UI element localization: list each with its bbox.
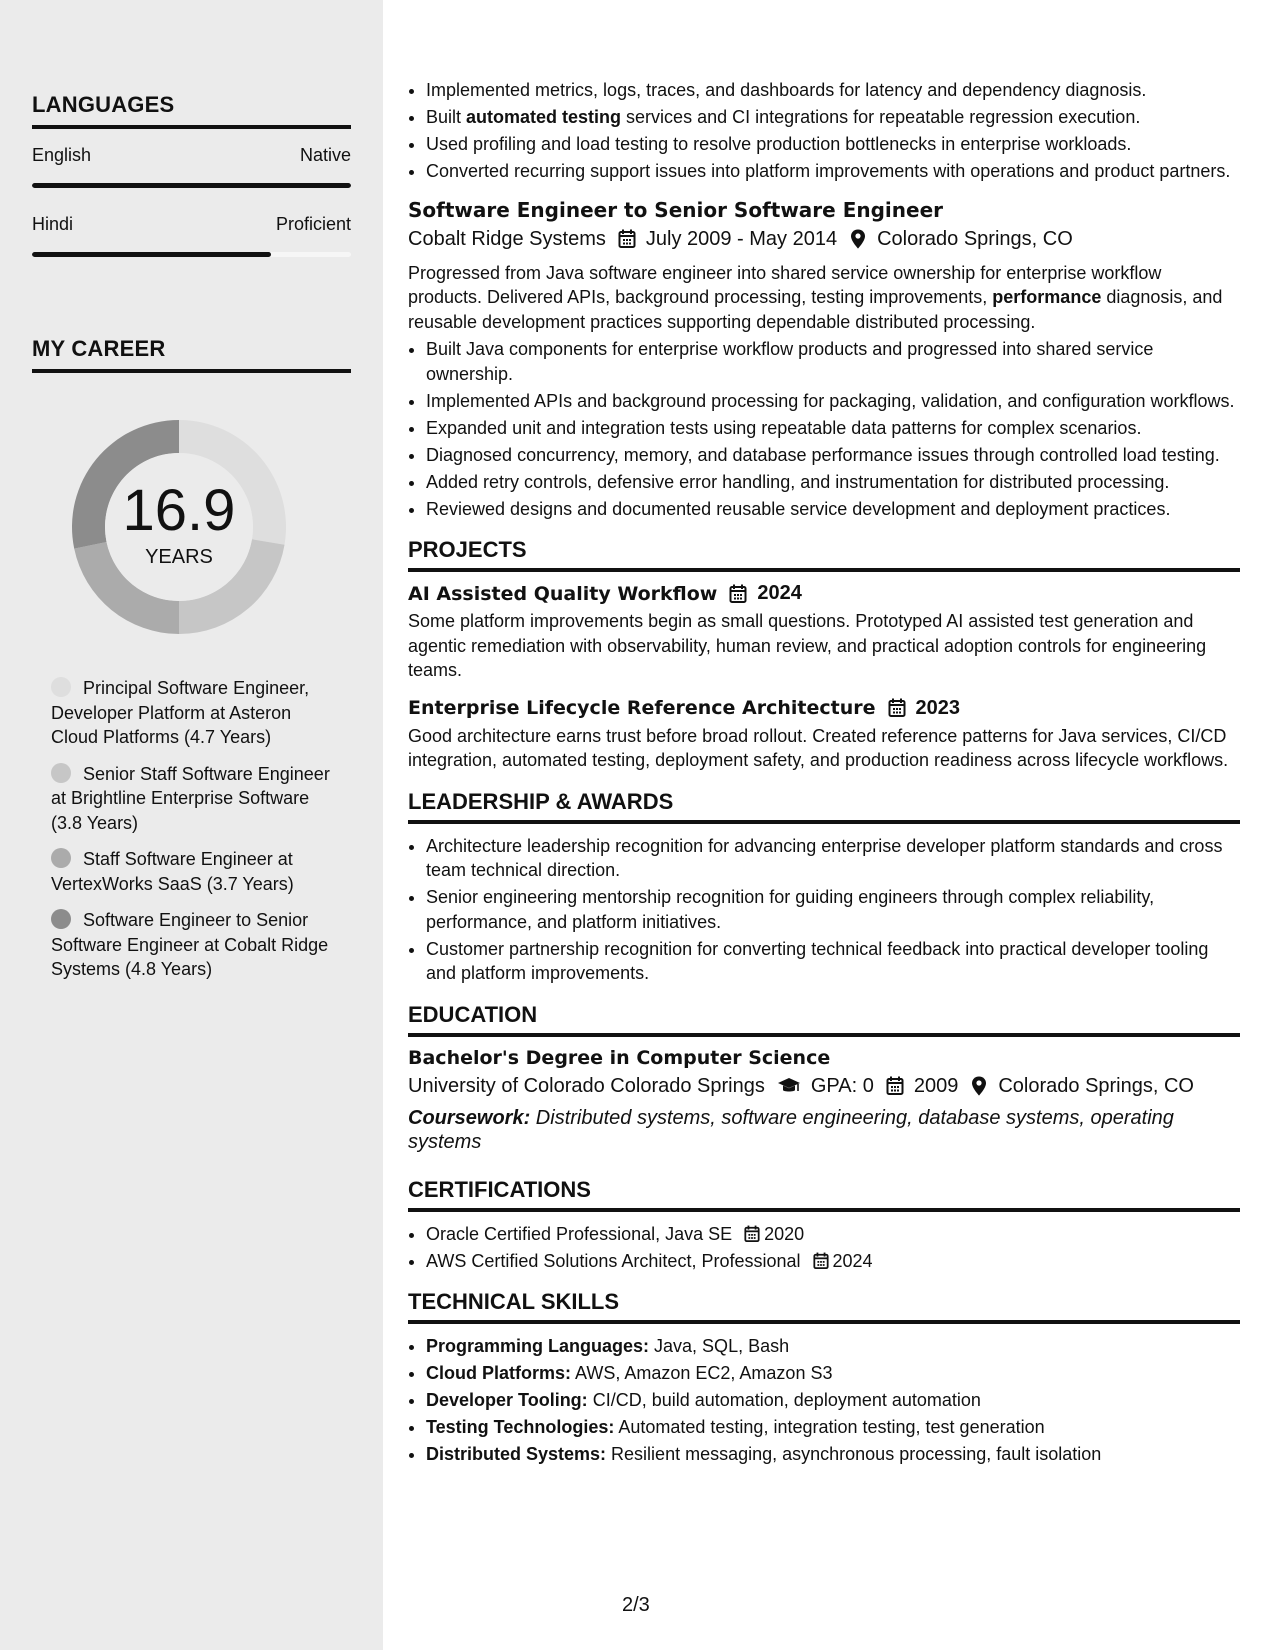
project-name: Enterprise Lifecycle Reference Architecture (408, 697, 876, 719)
list-item: • Reviewed designs and documented reusable service development and deployment practices. (426, 497, 1240, 522)
legend-label: Principal Software Engineer, Developer Platform at Asteron Cloud Platforms (4.7 Years) (51, 678, 310, 747)
projects-heading: PROJECTS (408, 537, 1240, 572)
project-name: AI Assisted Quality Workflow (408, 582, 718, 605)
skill-category: Distributed Systems: (426, 1444, 607, 1464)
calendar-icon (744, 1225, 760, 1243)
legend-item (51, 762, 331, 836)
legend-dot-icon (51, 848, 71, 868)
skills-list (408, 1334, 1240, 1467)
coursework (408, 1106, 1240, 1155)
legend-dot-icon (51, 763, 71, 783)
certification-name: • Oracle Certified Professional, Java SE (426, 1223, 733, 1244)
legend-dot-icon (51, 677, 71, 697)
certification-list (408, 1222, 1240, 1274)
project-title (408, 697, 1240, 720)
summary-text: diagnosis, and reusable development practices supporting dependable distributed processing. (408, 287, 1223, 332)
legend-item (51, 676, 331, 750)
language-level: Native (299, 145, 351, 165)
list-item: • Implemented metrics, logs, traces, and dashboards for latency and dependency diagnosis. (426, 78, 1240, 103)
legend-item (51, 908, 331, 982)
legend-label: Staff Software Engineer at VertexWorks SaaS (3.7 Years) (51, 849, 294, 894)
previous-job-bullets (408, 78, 1240, 184)
list-item (426, 1249, 1240, 1274)
skill-category: Developer Tooling: (426, 1390, 588, 1410)
languages-heading: LANGUAGES (32, 92, 351, 129)
job-meta (408, 228, 1240, 251)
job-bullets (408, 337, 1240, 521)
certification-name: • AWS Certified Solutions Architect, Professional (426, 1250, 801, 1271)
list-item: • Expanded unit and integration tests using repeatable data patterns for complex scenarios. (426, 416, 1240, 441)
skill-category: Cloud Platforms: (426, 1363, 572, 1383)
project-title (408, 582, 1240, 605)
calendar-icon (813, 1252, 829, 1270)
list-item (426, 1415, 1240, 1440)
job-dates: July 2009 - May 2014 (645, 227, 838, 250)
education-location: Colorado Springs, CO (998, 1074, 1194, 1097)
calendar-icon (729, 584, 747, 604)
coursework-label: Coursework: (408, 1106, 531, 1129)
list-item (426, 1388, 1240, 1413)
degree-title: Bachelor's Degree in Computer Science (408, 1046, 831, 1069)
job-title: Software Engineer to Senior Software Engineer (408, 197, 943, 222)
coursework-text: Distributed systems, software engineering, database systems, operating systems (408, 1106, 1174, 1153)
summary-text: Progressed from Java software engineer into shared service ownership for enterprise workflow products. Delivered APIs, background processing, testing improvements, (408, 262, 1162, 307)
project-description: Good architecture earns trust before broad rollout. Created reference patterns for Java services, CI/CD integration, automated testing, deployment safety, and production readiness across lifecycle workflows. (408, 725, 1229, 770)
legend-label: Software Engineer to Senior Software Engineer at Cobalt Ridge Systems (4.8 Years) (51, 910, 329, 979)
career-heading: MY CAREER (32, 336, 351, 373)
company-name: Cobalt Ridge Systems (408, 227, 606, 250)
skill-category: Programming Languages: (426, 1336, 650, 1356)
language-bar-fill (32, 183, 351, 188)
list-item (426, 1361, 1240, 1386)
location-pin-icon (970, 1076, 988, 1096)
job-location: Colorado Springs, CO (877, 227, 1073, 250)
school-name: University of Colorado Colorado Springs (408, 1074, 765, 1097)
language-bar-fill (32, 252, 271, 257)
list-item: • Architecture leadership recognition for advancing enterprise developer platform standards and cross team technical direction. (426, 834, 1240, 883)
bullet-bold: automated testing (466, 107, 622, 127)
education-year: 2009 (913, 1074, 959, 1097)
list-item: • Added retry controls, defensive error handling, and instrumentation for distributed processing. (426, 470, 1240, 495)
career-donut-center (66, 414, 292, 640)
skill-values: AWS, Amazon EC2, Amazon S3 (571, 1363, 833, 1383)
main-content (408, 78, 1240, 1469)
calendar-icon (888, 698, 906, 718)
career-total-unit: YEARS (145, 545, 213, 568)
education-heading: EDUCATION (408, 1002, 1240, 1037)
summary-bold: performance (992, 287, 1102, 307)
leadership-heading: LEADERSHIP & AWARDS (408, 789, 1240, 824)
legend-label: Senior Staff Software Engineer at Brightline Enterprise Software (3.8 Years) (51, 763, 330, 833)
skill-values: CI/CD, build automation, deployment automation (587, 1390, 981, 1410)
list-item: • Senior engineering mentorship recognition for guiding engineers through complex reliability, performance, and platform initiatives. (426, 885, 1240, 934)
list-item: • Built Java components for enterprise workflow products and progressed into shared service ownership. (426, 337, 1240, 386)
list-item: • Customer partnership recognition for converting technical feedback into practical developer tooling and platform improvements. (426, 937, 1240, 986)
skill-values: Resilient messaging, asynchronous processing, fault isolation (606, 1444, 1102, 1464)
language-row-hindi (32, 214, 351, 235)
language-bar-hindi (32, 252, 351, 257)
language-level: Proficient (275, 214, 351, 234)
career-total-years: 16.9 (122, 477, 236, 543)
list-item: • Converted recurring support issues into platform improvements with operations and product partners. (426, 159, 1240, 184)
bullet-text: Built (426, 107, 467, 127)
calendar-icon (886, 1076, 904, 1096)
list-item (426, 105, 1240, 130)
certifications-heading: CERTIFICATIONS (408, 1177, 1240, 1212)
project-year: 2023 (915, 696, 961, 719)
skill-category: Testing Technologies: (426, 1417, 615, 1437)
language-name: English (32, 145, 92, 165)
sidebar (0, 0, 383, 1650)
education-gpa: GPA: 0 (810, 1074, 874, 1097)
career-legend (51, 676, 331, 994)
job-summary (408, 261, 1240, 335)
list-item: • Implemented APIs and background processing for packaging, validation, and configuration workflows. (426, 389, 1240, 414)
page-number: 2/3 (622, 1594, 650, 1616)
certification-year: 2020 (764, 1223, 805, 1244)
career-donut-chart (66, 414, 292, 640)
list-item (426, 1442, 1240, 1467)
list-item: • Used profiling and load testing to resolve production bottlenecks in enterprise workloads. (426, 132, 1240, 157)
bullet-text: services and CI integrations for repeatable regression execution. (621, 107, 1141, 127)
project-description: Some platform improvements begin as small questions. Prototyped AI assisted test generation and agentic remediation with observability, human review, and practical adoption controls for engineering teams. (408, 611, 1207, 680)
location-pin-icon (849, 229, 867, 249)
language-row-english (32, 145, 351, 166)
legend-item (51, 847, 331, 896)
certification-year: 2024 (832, 1250, 873, 1271)
calendar-icon (618, 229, 636, 249)
graduation-cap-icon (777, 1076, 801, 1096)
list-item (426, 1334, 1240, 1359)
skill-values: Automated testing, integration testing, test generation (614, 1417, 1045, 1437)
list-item (426, 1222, 1240, 1247)
leadership-bullets (408, 834, 1240, 986)
legend-dot-icon (51, 909, 71, 929)
skill-values: Java, SQL, Bash (649, 1336, 790, 1356)
language-bar-english (32, 183, 351, 188)
language-name: Hindi (32, 214, 74, 234)
education-meta (408, 1075, 1240, 1098)
skills-heading: TECHNICAL SKILLS (408, 1289, 1240, 1324)
list-item: • Diagnosed concurrency, memory, and database performance issues through controlled load testing. (426, 443, 1240, 468)
project-year: 2024 (757, 582, 802, 604)
